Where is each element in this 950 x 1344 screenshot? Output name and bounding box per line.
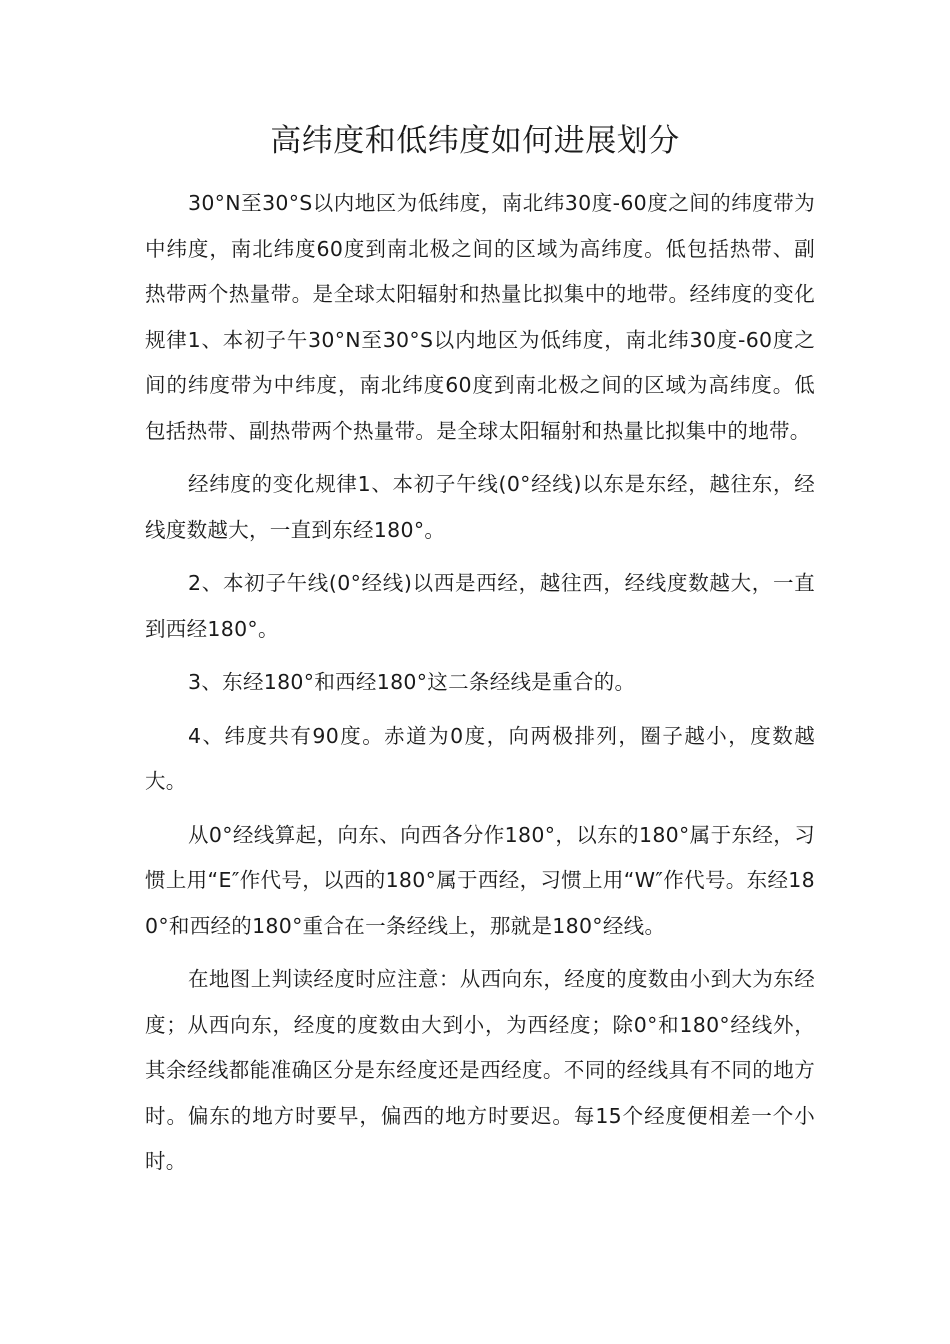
paragraph-180-meridian: 3、东经180°和西经180°这二条经线是重合的。 (188, 670, 636, 694)
paragraph-east-longitude: 经纬度的变化规律1、本初子午线(0°经线)以东是东经，越往东，经线度数越大，一直到东经180°。 (145, 472, 815, 542)
paragraph-west-longitude: 2、本初子午线(0°经线)以西是西经，越往西，经线度数越大，一直到西经180°。 (145, 571, 815, 641)
document-title: 高纬度和低纬度如何进展划分 (270, 123, 680, 159)
paragraph-longitude-notation: 从0°经线算起，向东、向西各分作180°，以东的180°属于东经，习惯上用“E″作代号，以西的180°属于西经，习惯上用“W″作代号。东经180°和西经的180°重合在一条经线上，那就是180°经线。 (145, 822, 815, 938)
paragraph-reading-longitude: 在地图上判读经度时应注意：从西向东，经度的度数由小到大为东经度；从西向东，经度的度数由大到小，为西经度；除0°和180°经线外，其余经线都能准确区分是东经度还是西经度。不同的经线具有不同的地方时。偏东的地方时要早，偏西的地方时要迟。每15个经度便相差一个小时。 (145, 967, 815, 1173)
paragraph-latitude-degrees: 4、纬度共有90度。赤道为0度，向两极排列，圈子越小，度数越大。 (145, 723, 815, 793)
paragraph-latitude-zones: 30°N至30°S以内地区为低纬度，南北纬30度-60度之间的纬度带为中纬度，南北纬度60度到南北极之间的区域为高纬度。低包括热带、副热带两个热量带。是全球太阳辐射和热量比拟集中的地带。经纬度的变化规律1、本初子午30°N至30°S以内地区为低纬度，南北纬30度-60度之间的纬度带为中纬度，南北纬度60度到南北极之间的区域为高纬度。低包括热带、副热带两个热量带。是全球太阳辐射和热量比拟集中的地带。 (145, 191, 815, 443)
document-body (145, 181, 815, 1193)
